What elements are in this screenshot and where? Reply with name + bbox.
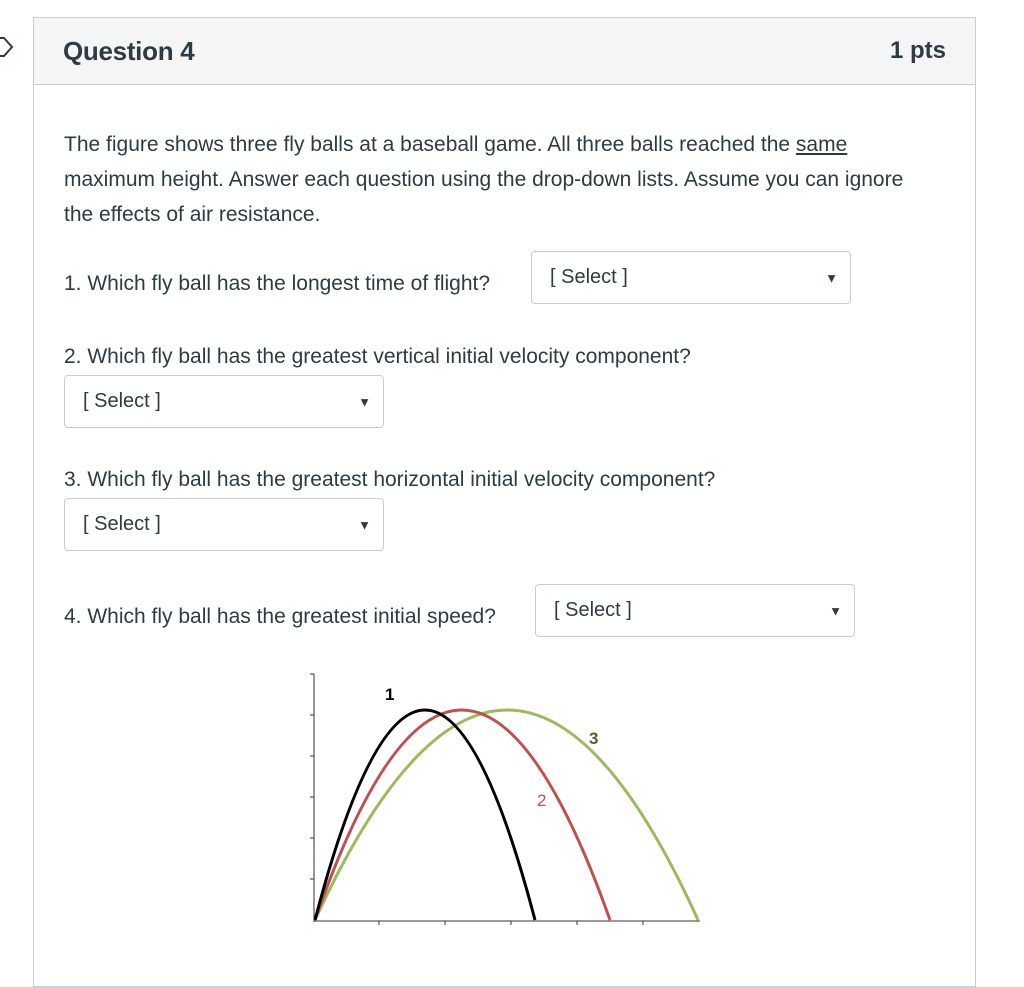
trajectory-label-3: 3 [589,729,599,748]
select-item-1[interactable] [531,251,851,304]
select-item-3[interactable] [64,498,384,551]
intro-text-part1: The figure shows three fly balls at a baseball game. All three balls reached the [64,133,796,156]
question-item-2: 2. Which fly ball has the greatest vertical initial velocity component? [64,345,691,368]
select-item-2[interactable] [64,375,384,428]
triangle-down-icon: ▼ [825,270,838,285]
flag-question-icon[interactable] [0,36,14,58]
select-item-4-value: [ Select ] [554,599,632,621]
select-item-4[interactable] [535,584,855,637]
intro-text-part2: maximum height. Answer each question using the drop-down lists. Assume you can ignore the effects of air resistance. [64,168,904,226]
trajectory-ball-3 [315,710,698,920]
question-intro [64,127,924,232]
triangle-down-icon: ▼ [358,517,371,532]
trajectory-ball-1 [315,710,535,920]
intro-underlined-word: same [795,133,848,156]
trajectory-label-2: 2 [537,791,547,810]
question-header [34,18,975,85]
figure-y-ticks [310,674,314,879]
triangle-down-icon: ▼ [358,394,371,409]
question-item-3: 3. Which fly ball has the greatest horizontal initial velocity component? [64,468,716,491]
select-item-3-value: [ Select ] [83,513,161,535]
figure-x-ticks [379,921,643,925]
select-item-2-value: [ Select ] [83,390,161,412]
triangle-down-icon: ▼ [829,603,842,618]
question-item-1: 1. Which fly ball has the longest time of flight? [64,272,491,295]
trajectory-figure [275,660,715,940]
trajectory-label-1: 1 [385,685,395,704]
question-points: 1 pts [889,37,946,64]
question-item-4: 4. Which fly ball has the greatest initial speed? [64,605,496,628]
select-item-1-value: [ Select ] [550,266,628,288]
question-title: Question 4 [63,35,195,66]
trajectory-ball-2 [315,710,610,920]
